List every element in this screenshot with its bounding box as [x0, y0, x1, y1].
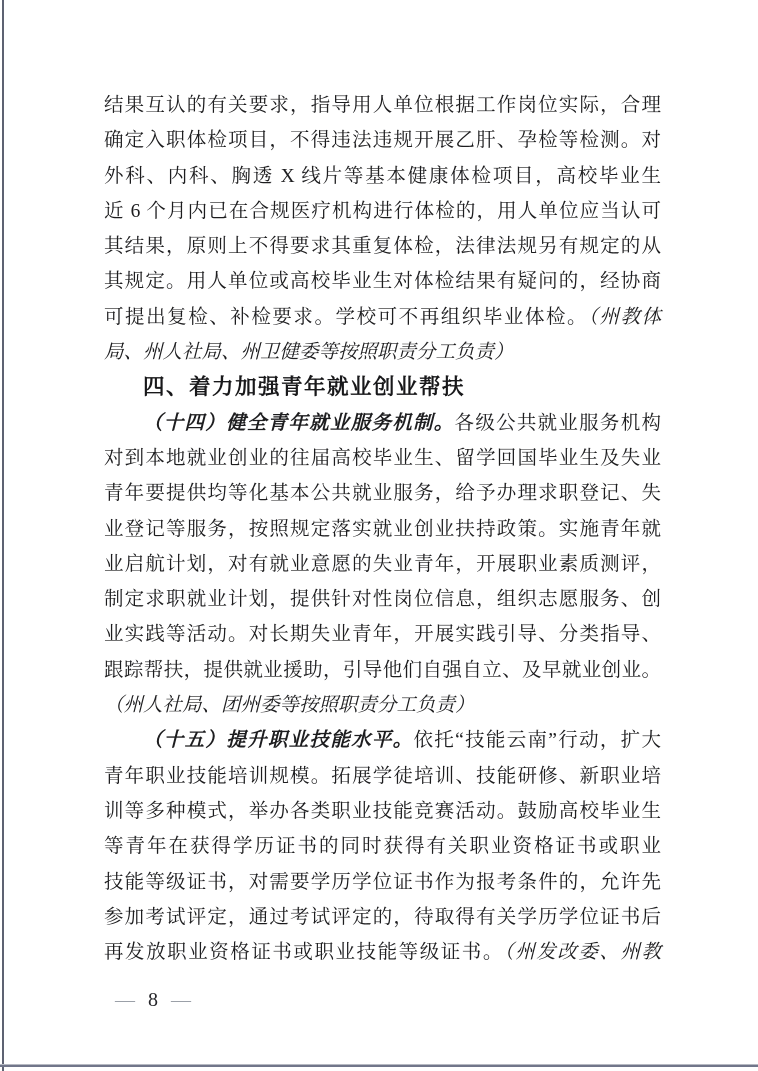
page-footer	[115, 985, 191, 1015]
text-segment-body: 业实践等活动。对长期失业青年，开展实践引导、分类指导、	[104, 624, 661, 646]
text-segment-body: 各级公共就业服务机构	[454, 412, 661, 434]
text-segment-kai: （州教体	[588, 306, 661, 328]
footer-dash-left: —	[115, 989, 135, 1011]
text-segment-body: 近 6 个月内已在合规医疗机构进行体检的，用人单位应当认可	[104, 200, 661, 222]
page-left-border-line	[2, 0, 4, 1071]
text-segment-kai-bold: （十五）提升职业技能水平。	[143, 730, 414, 752]
text-line	[104, 123, 661, 158]
text-line	[104, 512, 661, 547]
text-segment-kai-bold: （十四）健全青年就业服务机制。	[143, 412, 455, 434]
text-line	[104, 159, 661, 194]
text-line	[104, 300, 661, 335]
text-line	[104, 865, 661, 900]
text-segment-body: 其结果，原则上不得要求其重复体检，法律法规另有规定的从	[104, 236, 661, 258]
text-segment-heading: 四、着力加强青年就业创业帮扶	[143, 375, 466, 400]
text-segment-kai: （州发改委、州教	[503, 942, 661, 964]
text-line	[104, 617, 661, 652]
text-line	[104, 406, 661, 441]
text-line	[104, 653, 661, 688]
footer-dash-right: —	[171, 989, 191, 1011]
document-body-text	[104, 88, 661, 970]
text-line	[104, 794, 661, 829]
section-heading	[104, 370, 661, 405]
text-segment-kai: （州人社局、团州委等按照职责分工负责）	[104, 695, 475, 717]
text-line	[104, 229, 661, 264]
text-line	[104, 264, 661, 299]
text-segment-body: 青年要提供均等化基本公共就业服务，给予办理求职登记、失	[104, 483, 661, 505]
text-line	[104, 547, 661, 582]
text-line	[104, 829, 661, 864]
text-line	[104, 723, 661, 758]
text-segment-body: 训等多种模式，举办各类职业技能竞赛活动。鼓励高校毕业生	[104, 800, 661, 822]
text-line	[104, 935, 661, 970]
text-segment-body: 参加考试评定，通过考试评定的，待取得有关学历学位证书后	[104, 906, 661, 928]
text-line	[104, 688, 661, 723]
text-segment-body: 可提出复检、补检要求。学校可不再组织毕业体检。	[104, 306, 589, 328]
text-segment-body: 对到本地就业创业的往届高校毕业生、留学回国毕业生及失业	[104, 447, 661, 469]
text-segment-body: 等青年在获得学历证书的同时获得有关职业资格证书或职业	[104, 836, 661, 858]
text-line	[104, 335, 661, 370]
page-number: 8	[148, 989, 158, 1011]
text-line	[104, 88, 661, 123]
text-line	[104, 194, 661, 229]
text-segment-body: 确定入职体检项目，不得违法违规开展乙肝、孕检等检测。对	[104, 130, 661, 152]
page-bottom-border-line	[0, 1064, 758, 1067]
text-segment-body: 依托“技能云南”行动，扩大	[413, 730, 661, 752]
text-segment-body: 结果互认的有关要求，指导用人单位根据工作岗位实际，合理	[104, 95, 661, 116]
text-segment-body: 业登记等服务，按照规定落实就业创业扶持政策。实施青年就	[104, 518, 661, 540]
text-segment-body: 跟踪帮扶，提供就业援助，引导他们自强自立、及早就业创业。	[104, 659, 661, 681]
text-segment-body: 外科、内科、胸透 X 线片等基本健康体检项目，高校毕业生	[104, 165, 661, 187]
text-segment-body: 技能等级证书，对需要学历学位证书作为报考条件的，允许先	[104, 871, 661, 893]
text-segment-kai: 局、州人社局、州卫健委等按照职责分工负责）	[104, 342, 514, 364]
text-segment-body: 再发放职业资格证书或职业技能等级证书。	[104, 942, 504, 964]
text-line	[104, 900, 661, 935]
text-line	[104, 476, 661, 511]
text-line	[104, 582, 661, 617]
text-line	[104, 441, 661, 476]
text-segment-body: 青年职业技能培训规模。拓展学徒培训、技能研修、新职业培	[104, 765, 661, 787]
text-segment-body: 制定求职就业计划，提供针对性岗位信息，组织志愿服务、创	[104, 589, 661, 611]
text-line	[104, 759, 661, 794]
text-segment-body: 其规定。用人单位或高校毕业生对体检结果有疑问的，经协商	[104, 271, 661, 293]
text-segment-body: 业启航计划，对有就业意愿的失业青年，开展职业素质测评，	[104, 553, 661, 575]
